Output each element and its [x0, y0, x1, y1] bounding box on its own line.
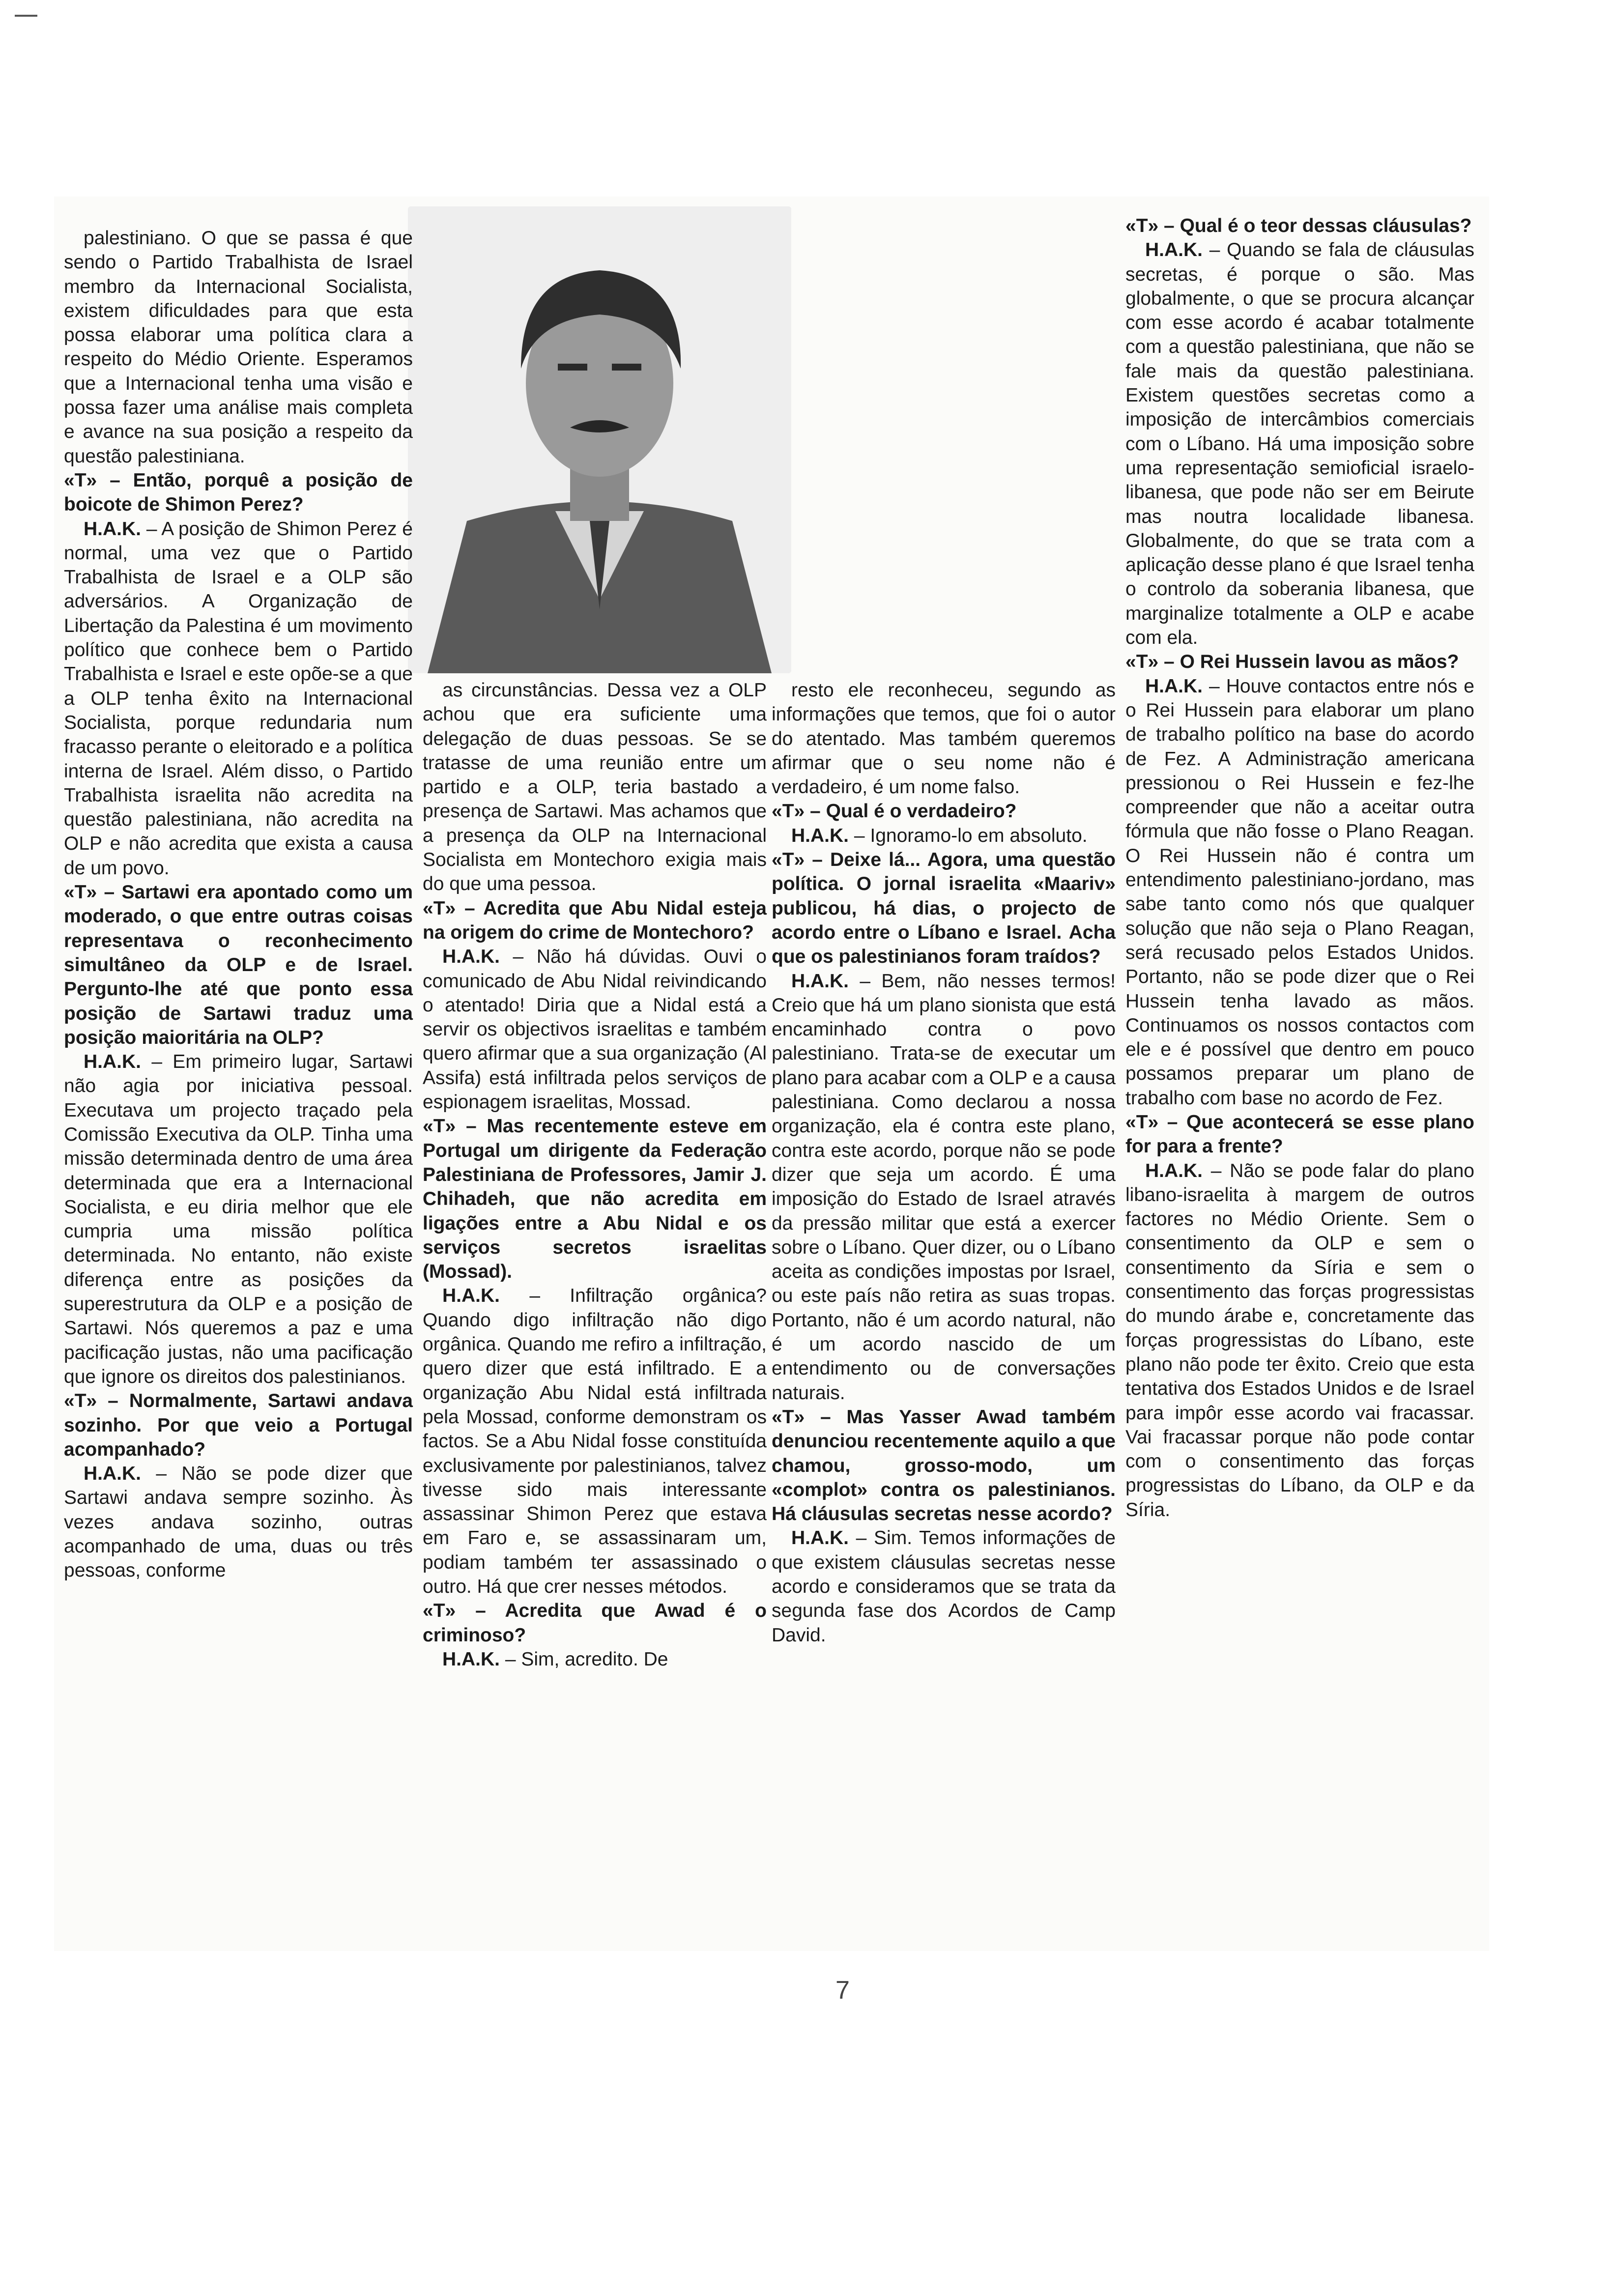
newspaper-clipping: [54, 197, 1489, 1951]
answer-text: – A posição de Shimon Perez é normal, uma vez que o Partido Trabalhista de Israel e a OLP são adversários. A Organização de Libertação da Palestina é um movimento político que conhece bem o Partido Trabalhista e Israel e este opõe-se a que a OLP tenha êxito na Internacional Socialista, porque redundaria num fracasso perante o eleitorado e a política interna de Israel. Além disso, o Partido Trabalhista israelita não acredita na questão palestiniana, não acredita na OLP e não acredita que exista a causa de um povo.: [64, 518, 413, 879]
interview-question: «T» – Normalmente, Sartawi andava sozinho. Por que veio a Portugal acompanhado?: [64, 1390, 413, 1460]
answer-text: – Ignoramo-lo em absoluto.: [854, 825, 1088, 846]
speaker-tag: H.A.K.: [84, 1051, 141, 1073]
interview-answer: [64, 1462, 413, 1582]
interview-question: «T» – O Rei Hussein lavou as mãos?: [1125, 651, 1459, 673]
speaker-tag: H.A.K.: [1145, 675, 1203, 697]
interview-answer: [772, 1526, 1116, 1647]
interview-question: «T» – Qual é o teor dessas cláusulas?: [1125, 215, 1472, 236]
speaker-tag: H.A.K.: [1145, 1160, 1203, 1181]
interview-question: «T» – Mas Yasser Awad também denunciou recentemente aquilo a que chamou, grosso-modo, um «complot» contra os palestinianos. Há cláusulas secretas nesse acordo?: [772, 1406, 1116, 1525]
answer-text: – Não há dúvidas. Ouvi o comunicado de Abu Nidal reivindicando o atentado! Diria que a Nidal está a servir os objectivos israelitas e também quero afirmar que a sua organização (Al Assifa) está infiltrada pelos serviços de espionagem israelitas, Mossad.: [423, 946, 767, 1113]
speaker-tag: H.A.K.: [442, 1285, 500, 1307]
answer-text: – Infiltração orgânica? Quando digo infiltração não digo orgânica. Quando me refiro a infiltração, quero dizer que está infiltrado. E a organização Abu Nidal está infiltrada pela Mossad, conforme demonstram os factos. Se a Abu Nidal fosse constituída exclusivamente por palestinianos, talvez tivesse sido mais interessante assassinar Shimon Perez que estava em Faro e, se assassinaram um, podiam também ter assassinado o outro. Há que crer nesses métodos.: [423, 1285, 767, 1597]
interview-answer: [64, 517, 413, 880]
answer-text: – Sim. Temos informações de que existem cláusulas secretas nesse acordo e consideramos que se trata da segunda fase dos Acordos de Camp David.: [772, 1527, 1116, 1646]
interview-answer: [423, 945, 767, 1114]
paragraph: palestiniano. O que se passa é que sendo o Partido Trabalhista de Israel membro da Internacional Socialista, existem dificuldades para que esta possa elaborar uma política clara a respeito do Médio Oriente. Esperamos que a Internacional tenha uma visão e possa fazer uma análise mais completa e avance na sua posição a respeito da questão palestiniana.: [64, 228, 413, 467]
interview-question: «T» – Sartawi era apontado como um moderado, o que entre outras coisas representava o reconhecimento simultâneo da OLP e de Israel. Pergunto-lhe até que ponto essa posição de Sartawi traduz uma posição maioritária na OLP?: [64, 882, 413, 1048]
speaker-tag: H.A.K.: [791, 1527, 849, 1549]
interview-answer: [1125, 238, 1474, 650]
interview-question: «T» – Acredita que Awad é o criminoso?: [423, 1600, 767, 1646]
interview-answer: [772, 824, 1116, 848]
interview-answer: [423, 1284, 767, 1599]
answer-text: – Não se pode dizer que Sartawi andava sempre sozinho. Às vezes andava sozinho, outras acompanhado de uma, duas ou três pessoas, conforme: [64, 1463, 413, 1581]
answer-text: – Houve contactos entre nós e o Rei Hussein para elaborar um plano de trabalho político na base do acordo de Fez. A Administração americana pressionou o Rei Hussein e fez-lhe compreender que não a aceitar outra fórmula que não fosse o Plano Reagan. O Rei Hussein não é contra um entendimento palestiniano-jordano, mas sabe tanto como nós que qualquer solução que não seja o Plano Reagan, será recusado pelos Estados Unidos. Portanto, não se pode dizer que o Rei Hussein tenha lavado as mãos. Continuamos os nossos contactos com ele e é possível que dentro em pouco possamos preparar um plano de trabalho com base no acordo de Fez.: [1125, 675, 1474, 1109]
speaker-tag: H.A.K.: [84, 518, 141, 540]
interview-answer: [64, 1050, 413, 1389]
speaker-tag: H.A.K.: [1145, 239, 1203, 261]
interview-answer: [1125, 1159, 1474, 1522]
interview-answer: [423, 1647, 767, 1671]
speaker-tag: H.A.K.: [84, 1463, 141, 1485]
interview-answer: [772, 969, 1116, 1405]
interview-question: «T» – Então, porquê a posição de boicote de Shimon Perez?: [64, 469, 413, 516]
answer-text: – Não se pode falar do plano libano-israelita à margem de outros factores no Médio Oriente. Sem o consentimento da OLP e sem o consentimento da Síria e sem o consentimento das forças progressistas do mundo árabe e, concretamente das forças progressistas do Líbano, este plano não pode ter êxito. Creio que esta tentativa dos Estados Unidos e de Israel para impôr esse acordo vai fracassar. Vai fracassar porque não pode contar com o consentimento das forças progressistas do Líbano, da OLP e da Síria.: [1125, 1160, 1474, 1521]
speaker-tag: H.A.K.: [442, 1648, 500, 1670]
interview-question: «T» – Acredita que Abu Nidal esteja na origem do crime de Montechoro?: [423, 897, 767, 943]
article-column-2: [423, 678, 767, 1671]
interview-question: «T» – Deixe lá... Agora, uma questão política. O jornal israelita «Maariv» publicou, há dias, o projecto de acordo entre o Líbano e Israel. Acha que os palestinianos foram traídos?: [772, 849, 1116, 968]
answer-text: – Bem, não nesses termos! Creio que há um plano sionista que está encaminhado contra o povo palestiniano. Trata-se de executar um plano para acabar com a OLP e a causa palestiniana. Como declarou a nossa organização, ela é contra este plano, contra este acordo, porque não se pode dizer que seja um acordo. É uma imposição do Estado de Israel através da pressão militar que está a exercer sobre o Líbano. Quer dizer, ou o Líbano aceita as condições impostas por Israel, ou este país não retira as suas tropas. Portanto, não é um acordo natural, não é um acordo nascido de um entendimento ou de conversações naturais.: [772, 970, 1116, 1404]
speaker-tag: H.A.K.: [791, 970, 849, 992]
interview-question: «T» – Que acontecerá se esse plano for para a frente?: [1125, 1111, 1474, 1157]
paragraph: as circunstâncias. Dessa vez a OLP achou que era suficiente uma delegação de duas pessoas. Se se tratasse de uma reunião entre um partido e a OLP, teria bastado a presença de Sartawi. Mas achamos que a presença da OLP na Internacional Socialista em Montechoro exigia mais do que uma pessoa.: [423, 680, 767, 895]
speaker-tag: H.A.K.: [791, 825, 849, 846]
page-corner-mark: [15, 15, 37, 17]
answer-text: – Sim, acredito. De: [505, 1648, 668, 1670]
answer-text: – Em primeiro lugar, Sartawi não agia por iniciativa pessoal. Executava um projecto traçado pela Comissão Executiva da OLP. Tinha uma missão determinada dentro de uma área determinada que era a Internacional Socialista, e eu diria melhor que ele cumpria uma missão política determinada. No entanto, não existe diferença entre as posições da superestrutura da OLP e a posição de Sartawi. Nós queremos a paz e uma pacificação justas, não uma pacificação que ignore os direitos dos palestinianos.: [64, 1051, 413, 1387]
article-column-4: [1125, 214, 1474, 1522]
interview-question: «T» – Qual é o verdadeiro?: [772, 801, 1017, 822]
answer-text: – Quando se fala de cláusulas secretas, é porque o são. Mas globalmente, o que se procura alcançar com esse acordo é acabar totalmente com a questão palestiniana, que não se fale mais da questão palestiniana. Existem questões secretas como a imposição de intercâmbios comerciais com o Líbano. Há uma imposição sobre uma representação semioficial israelo-libanesa, que pode não ser em Beirute mas noutra localidade libanesa. Globalmente, do que se trata com a aplicação desse plano é que Israel tenha o controlo da soberania libanesa, que marginalize totalmente a OLP e acabe com ela.: [1125, 239, 1474, 649]
article-column-3: [772, 678, 1116, 1647]
article-column-1: [64, 226, 413, 1583]
interview-answer: [1125, 674, 1474, 1110]
page-number: 7: [835, 1976, 850, 2005]
portrait-photo: [408, 206, 791, 673]
interview-question: «T» – Mas recentemente esteve em Portugal um dirigente da Federação Palestiniana de Professores, Jamir J. Chihadeh, que não acredita em ligações entre a Abu Nidal e os serviços secretos israelitas (Mossad).: [423, 1116, 767, 1283]
speaker-tag: H.A.K.: [442, 946, 500, 968]
paragraph: resto ele reconheceu, segundo as informações que temos, que foi o autor do atentado. Mas também queremos afirmar que o seu nome não é verdadeiro, é um nome falso.: [772, 680, 1116, 798]
